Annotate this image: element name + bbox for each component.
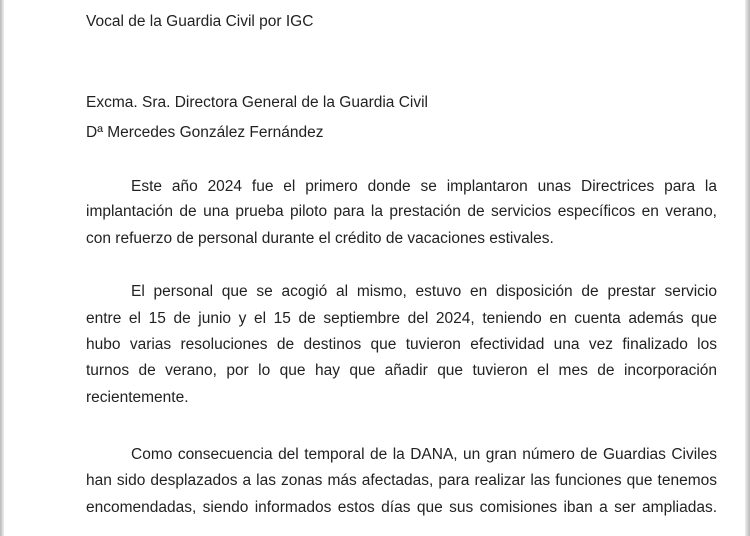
- text-line: implantación de una prueba piloto para la prestación de servicios específicos en verano,: [86, 203, 717, 220]
- recipient-name: Dª Mercedes González Fernández: [86, 124, 324, 141]
- text-line: encomendadas, siendo informados estos días que sus comisiones iban a ser ampliadas.: [86, 499, 717, 516]
- page-edge-left: [0, 0, 4, 536]
- text-line: recientemente.: [86, 389, 189, 406]
- sender-title: Vocal de la Guardia Civil por IGC: [86, 13, 314, 30]
- text-line: turnos de verano, por lo que hay que añadir que tuvieron el mes de incorporación: [86, 362, 717, 379]
- text-line: entre el 15 de junio y el 15 de septiembre del 2024, teniendo en cuenta además que: [86, 310, 717, 327]
- text-line: Como consecuencia del temporal de la DANA, un gran número de Guardias Civiles: [131, 446, 717, 463]
- text-line: El personal que se acogió al mismo, estuvo en disposición de prestar servicio: [131, 283, 717, 300]
- text-line: hubo varias resoluciones de destinos que tuvieron efectividad una vez finalizado los: [86, 336, 717, 353]
- text-line: con refuerzo de personal durante el crédito de vacaciones estivales.: [86, 230, 554, 247]
- recipient-title: Excma. Sra. Directora General de la Guardia Civil: [86, 94, 428, 111]
- text-line: Este año 2024 fue el primero donde se implantaron unas Directrices para la: [131, 178, 717, 195]
- text-line: han sido desplazados a las zonas más afectadas, para realizar las funciones que tenemos: [86, 472, 717, 489]
- page-edge-right: [745, 0, 750, 536]
